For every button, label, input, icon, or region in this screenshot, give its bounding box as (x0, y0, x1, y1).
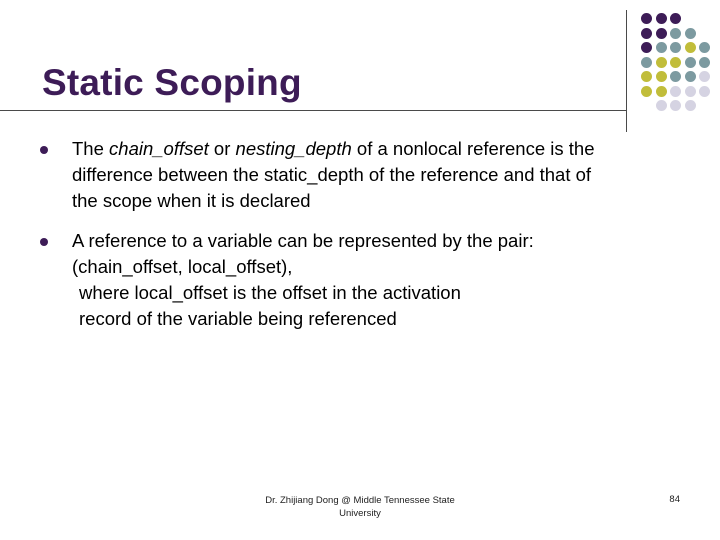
decorative-dot (685, 86, 696, 97)
decorative-dot (685, 42, 696, 53)
bullet-2-line-3: where local_offset is the offset in the activation (79, 282, 461, 303)
decorative-dot (670, 28, 681, 39)
decorative-dot (656, 86, 667, 97)
page-number: 84 (669, 494, 680, 505)
decorative-dot (641, 71, 652, 82)
decorative-dot (656, 42, 667, 53)
decorative-dot (670, 57, 681, 68)
slide-footer (250, 494, 470, 520)
decorative-dot (656, 28, 667, 39)
vertical-divider (626, 10, 627, 132)
footer-line-2: University (339, 508, 381, 519)
decorative-dot (685, 28, 696, 39)
decorative-dot (685, 100, 696, 111)
bullet-1-line-1 (72, 136, 595, 162)
term-chain-offset: chain_offset (109, 138, 209, 159)
decorative-dot (685, 71, 696, 82)
decorative-dot (656, 71, 667, 82)
decorative-dot (641, 28, 652, 39)
bullet-2-line-4: record of the variable being referenced (79, 308, 397, 329)
slide-title: Static Scoping (42, 62, 302, 103)
text-run: of a nonlocal reference is the (351, 138, 595, 159)
decorative-dot (699, 57, 710, 68)
decorative-dot (641, 13, 652, 24)
decorative-dot (699, 71, 710, 82)
bullet-icon (40, 238, 48, 246)
decorative-dot (641, 57, 652, 68)
decorative-dot (656, 100, 667, 111)
decorative-dot (656, 13, 667, 24)
decorative-dot (641, 86, 652, 97)
bullet-1-line-2: difference between the static_depth of the reference and that of (72, 164, 592, 185)
bullet-2-line-2: (chain_offset, local_offset), (72, 256, 293, 277)
bullet-1-line-3: the scope when it is declared (72, 190, 311, 211)
bullet-2-line-1: A reference to a variable can be represented by the pair: (72, 230, 534, 251)
decorative-dot (670, 100, 681, 111)
decorative-dot (699, 42, 710, 53)
title-divider (0, 110, 626, 111)
bullet-icon (40, 146, 48, 154)
decorative-dot (699, 86, 710, 97)
text-run: The (72, 138, 110, 159)
decorative-dot (641, 42, 652, 53)
decorative-dot-grid (638, 10, 720, 110)
text-run: or (208, 138, 236, 159)
decorative-dot (670, 13, 681, 24)
decorative-dot (670, 71, 681, 82)
term-nesting-depth: nesting_depth (235, 138, 352, 159)
decorative-dot (685, 57, 696, 68)
decorative-dot (670, 42, 681, 53)
footer-line-1: Dr. Zhijiang Dong @ Middle Tennessee State (265, 495, 455, 506)
decorative-dot (670, 86, 681, 97)
decorative-dot (656, 57, 667, 68)
